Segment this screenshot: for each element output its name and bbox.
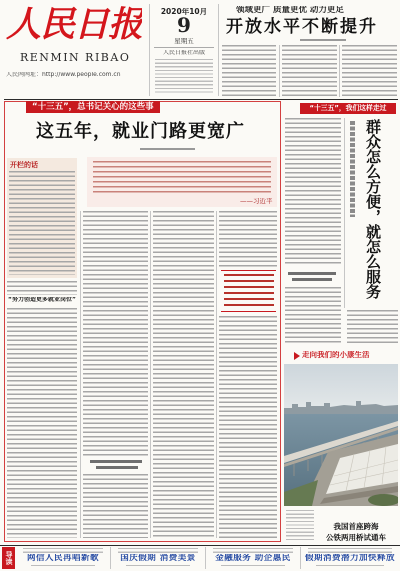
masthead-website: 人民网网址：http://www.people.com.cn	[6, 72, 121, 78]
series-banner: “十三五”，我们这样走过	[300, 103, 396, 114]
top-story-body-col-1	[222, 45, 276, 97]
digest-item-page	[126, 565, 190, 568]
digest-item	[112, 547, 204, 569]
dateline-rule-right	[218, 4, 219, 96]
feature-body-col-4	[219, 316, 277, 538]
digest-item-summary	[213, 548, 293, 553]
right-story-series-label: 走向我们的小康生活	[302, 351, 370, 359]
feature-subhead-2	[90, 460, 142, 463]
feature-section-tab: “十三五”，总书记关心的这些事	[26, 101, 160, 113]
feature-body-col-1	[7, 308, 77, 538]
dateline-day: 9	[177, 14, 191, 36]
right-story-kicker	[350, 121, 355, 217]
column-rule	[339, 45, 340, 97]
photo-credit-text	[286, 510, 314, 540]
digest-item-summary	[23, 548, 103, 553]
masthead-divider	[4, 99, 398, 100]
digest-item-summary	[118, 548, 198, 553]
series-marker-icon	[294, 352, 300, 360]
feature-body-col-1	[7, 281, 77, 295]
digest-rule	[205, 547, 206, 569]
digest-item	[302, 547, 398, 569]
photo-caption-line-1: 我国首座跨海	[333, 522, 379, 531]
feature-subhead-2	[96, 466, 138, 469]
pull-quote-text	[224, 274, 274, 310]
column-rule	[344, 118, 345, 308]
dateline-divider	[154, 47, 214, 48]
digest-item-page	[221, 565, 285, 568]
dateline-year-month: 2020年10月	[160, 8, 208, 16]
column-rule	[279, 45, 280, 97]
digest-item	[207, 547, 299, 569]
digest-item-title: 假期消费潜力加快释放	[304, 554, 395, 563]
right-story-body	[285, 287, 341, 345]
column-intro-title: 开栏的话	[10, 161, 38, 169]
digest-rule	[300, 547, 301, 569]
feature-body-col-2	[83, 474, 148, 538]
column-rule	[216, 211, 217, 538]
digest-item-title: 网信人民再唱新歌	[26, 554, 99, 563]
top-story-body-col-2	[282, 45, 337, 97]
right-story-headline: 群众怎么方便，就怎么服务	[364, 119, 382, 299]
feature-subhead: “努力创造更多就业岗位”	[8, 297, 76, 303]
feature-body-col-4	[219, 211, 277, 267]
dateline-publisher: 人民日报社出版	[162, 50, 205, 56]
digest-rule	[110, 547, 111, 569]
column-rule	[150, 211, 151, 538]
digest-item-title: 国庆假期 消费美景	[120, 554, 196, 563]
digest-item-page	[31, 565, 95, 568]
column-intro-text	[9, 171, 75, 275]
masthead-romanized: RENMIN RIBAO	[20, 52, 131, 64]
feature-byline	[140, 148, 195, 150]
top-story-body-col-3	[342, 45, 397, 97]
top-story-byline	[300, 39, 346, 41]
photo-caption-line-2: 公铁两用桥试通车	[326, 533, 386, 542]
digest-item-title: 金融服务 助企惠民	[215, 554, 291, 563]
dateline-details-text	[155, 59, 213, 93]
right-story-subhead	[288, 272, 336, 275]
digest-item	[17, 547, 109, 569]
masthead-logo: 人民日报	[6, 4, 143, 45]
right-story-body	[285, 118, 341, 266]
quote-attribution: ——习近平	[240, 198, 273, 205]
bridge-photo	[284, 364, 398, 506]
feature-body-col-2	[83, 211, 148, 456]
top-story-headline: 开放水平不断提升	[226, 17, 378, 37]
top-story-kicker: 领域更广 质量更优 动力更足	[236, 6, 344, 15]
digest-item-page	[316, 565, 384, 568]
digest-label: 导读	[2, 547, 15, 569]
column-rule	[80, 211, 81, 538]
feature-headline: 这五年，就业门路更宽广	[36, 121, 245, 142]
quote-text	[93, 161, 271, 196]
feature-body-col-3	[153, 211, 214, 538]
digest-divider	[0, 545, 400, 546]
right-story-subhead	[292, 278, 332, 281]
digest-item-summary	[308, 548, 392, 553]
dateline-weekday: 星期五	[174, 38, 194, 45]
right-story-body	[347, 310, 398, 346]
